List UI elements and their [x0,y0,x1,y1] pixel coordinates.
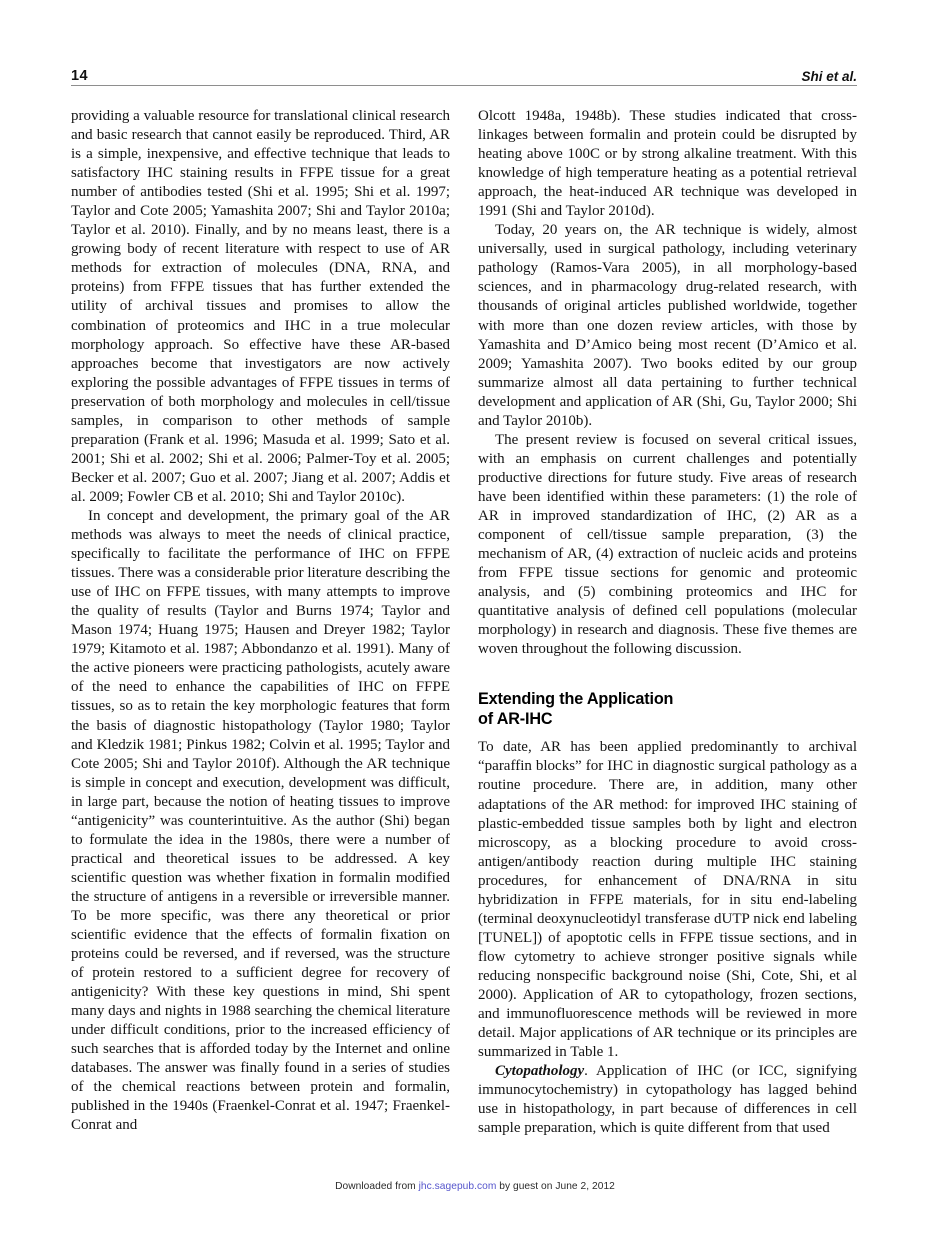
right-paragraph-1: Olcott 1948a, 1948b). These studies indicated that cross-linkages between formalin and protein could be disrupted by heating above 100C or by strong alkaline treatment. With this knowledge of high temperature heating as a potential retrieval approach, the heat-induced AR technique was developed in 1991 (Shi and Taylor 2010d). [478,108,857,220]
page-number: 14 [71,67,88,84]
heading-spacer-below [478,729,857,738]
section-heading-line-2: of AR-IHC [478,710,553,729]
section-heading-line-1: Extending the Application [478,690,674,709]
left-column [71,107,450,1147]
right-paragraph-4: To date, AR has been applied predominantly to archival “paraffin blocks” for IHC in diagnostic surgical pathology as a routine procedure. There are, in addition, many other adaptations of the AR method: for improved IHC staining of plastic-embedded tissue samples both by light and electron microscopy, as a blocking procedure to avoid cross-antigen/antibody reaction during multiple IHC staining procedures, for enhancement of DNA/RNA in situ hybridization in FFPE materials, for in situ end-labeling (terminal deoxynucleotidyl transferase dUTP nick end labeling [TUNEL]) of apoptotic cells in FFPE tissue sections, and in flow cytometry to achieve stronger positive signals while reducing nonspecific background noise (Shi, Cote, Shi, et al 2000). Application of AR to cytopathology, frozen sections, and immunofluorescence methods will be reviewed in more detail. Major applications of AR technique or its principles are summarized in Table 1. [478,739,857,1061]
footer-suffix: by guest on June 2, 2012 [496,1181,615,1192]
footer-prefix: Downloaded from [335,1181,419,1192]
running-head [71,62,857,86]
left-paragraph-2: In concept and development, the primary goal of the AR methods was always to meet the needs of clinical practice, specifically to facilitate the performance of IHC on FFPE tissues. There was a considerable prior literature describing the use of IHC on FFPE tissues, with many attempts to improve the quality of results (Taylor and Burns 1974; Taylor and Mason 1974; Huang 1975; Hausen and Dreyer 1982; Taylor 1979; Kitamoto et al. 1987; Abbondanzo et al. 1991). Many of the active pioneers were practicing pathologists, acutely aware of the need to enhance the capabilities of IHC on FFPE tissues, so as to retain the key morphologic features that form the basis of diagnostic histopathology (Taylor 1980; Taylor and Kledzik 1981; Pinkus 1982; Colvin et al. 1995; Taylor and Cote 2005; Shi and Taylor 2010f). Although the AR technique is simple in concept and execution, development was difficult, in large part, because the notion of heating tissues to improve “antigenicity” was counterintuitive. As the author (Shi) began to formulate the idea in the 1980s, there were a number of practical and theoretical issues to be addressed. A key scientific question was whether fixation in formalin modified the structure of antigens in a reversible or irreversible manner. To be more specific, was there any theoretical or prior scientific evidence that the effects of formalin fixation on proteins could be reversed, and if reversed, was the structure of protein restored to a sufficient degree for recovery of antigenicity? With these key questions in mind, Shi spent many days and nights in 1988 searching the chemical literature under difficult conditions, prior to the increased efficiency of such searches that is afforded today by the Internet and online databases. The answer was finally found in a series of studies of the chemical reactions between protein and formalin, published in the 1940s (Fraenkel-Conrat et al. 1947; Fraenkel-Conrat and [71,507,450,1134]
right-paragraph-5-text: . Application of IHC (or ICC, signifying immunocytochemistry) in cytopathology has lagged behind use in histopathology, in part because of differences in cell sample preparation, which is quite different from that used [478,1063,857,1137]
right-column [478,107,857,1147]
run-in-heading-cytopathology: Cytopathology [495,1063,585,1080]
download-footer [0,1181,950,1192]
left-paragraph-1: providing a valuable resource for translational clinical research and basic research that cannot easily be reproduced. Third, AR is a simple, inexpensive, and effective technique that leads to satisfactory IHC staining results in FFPE tissue for a great number of antibodies tested (Shi et al. 1995; Shi et al. 1997; Taylor and Cote 2005; Yamashita 2007; Shi and Taylor 2010a; Taylor et al. 2010). Finally, and by no means least, there is a growing body of recent literature with respect to use of AR methods for extraction of molecules (DNA, RNA, and proteins) from FFPE tissues that has further extended the utility of archival tissues and promises to allow the combination of proteomics and IHC in a true molecular morphology approach. So effective have these AR-based approaches become that investigators are now actively exploring the possible advantages of FFPE tissues in terms of preservation of both morphology and molecules in cell/tissue samples, in comparison to other methods of sample preparation (Frank et al. 1996; Masuda et al. 1999; Sato et al. 2001; Shi et al. 2002; Shi et al. 2006; Palmer-Toy et al. 2005; Becker et al. 2007; Guo et al. 2007; Jiang et al. 2007; Addis et al. 2009; Fowler CB et al. 2010; Shi and Taylor 2010c). [71,108,450,505]
right-paragraph-5 [478,1062,857,1138]
right-paragraph-2: Today, 20 years on, the AR technique is widely, almost universally, used in surgical pathology, including veterinary pathology (Ramos-Vara 2005), in all morphology-based sciences, and in pharmacology drug-related research, with thousands of original articles published worldwide, together with more than one dozen review articles, with those by Yamashita and D’Amico being most recent (D’Amico et al. 2009; Yamashita 2007). Two books edited by our group summarize almost all data pertaining to further technical development and application of AR (Shi, Gu, Taylor 2000; Shi and Taylor 2010b). [478,222,857,429]
body-columns [71,107,857,1147]
heading-spacer-above [478,659,857,689]
section-heading [478,689,857,729]
running-head-title: Shi et al. [801,68,857,84]
right-paragraph-3: The present review is focused on several critical issues, with an emphasis on current challenges and potentially productive directions for future study. Five areas of research have been identified within these parameters: (1) the role of AR in improved standardization of IHC, (2) AR as a component of cell/tissue sample preparation, (3) the mechanism of AR, (4) extraction of nucleic acids and proteins from FFPE tissue sections for genomic and proteomic analysis, and (5) combining proteomics and IHC for quantitative analysis of defined cell populations (molecular morphology) in research and diagnosis. These five themes are woven throughout the following discussion. [478,431,857,658]
footer-source-link[interactable]: jhc.sagepub.com [418,1181,497,1192]
